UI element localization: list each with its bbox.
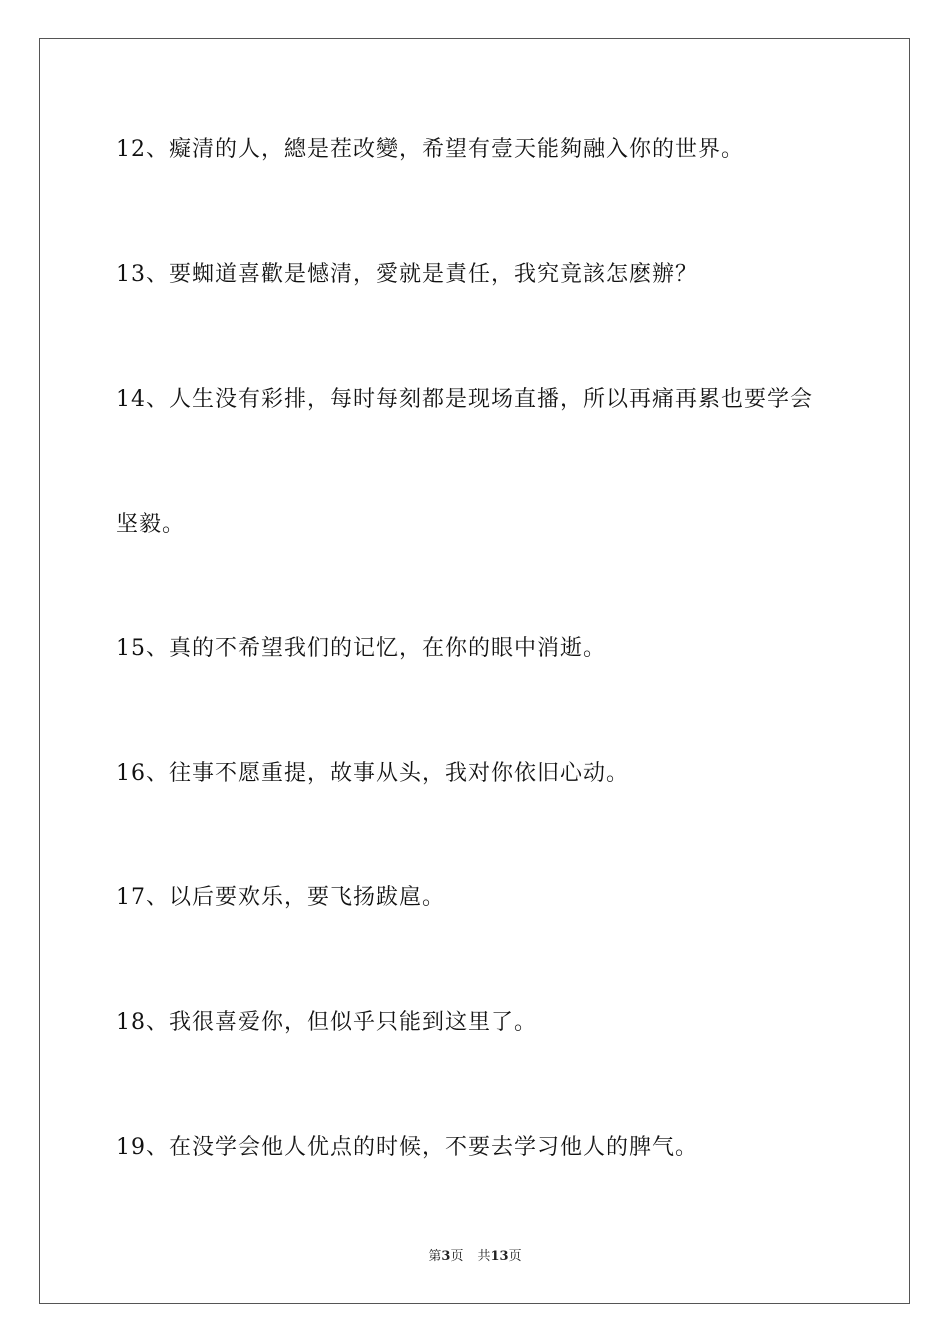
quote-line-13: 13、要蜘道喜歡是憾清，愛就是責任，我究竟該怎麽辦？ [116, 262, 698, 287]
page-suffix: 页 [450, 1249, 464, 1264]
quote-line-14: 14、人生没有彩排，每时每刻都是现场直播，所以再痛再累也要学会 [116, 387, 813, 412]
page-footer [0, 1248, 950, 1266]
page-prefix: 第 [428, 1249, 442, 1264]
quote-line-15: 15、真的不希望我们的记忆，在你的眼中消逝。 [116, 636, 606, 661]
total-suffix: 页 [508, 1249, 522, 1264]
total-pages: 13 [490, 1249, 509, 1264]
total-prefix: 共 [477, 1249, 491, 1264]
quote-line-16: 16、往事不愿重提，故事从头，我对你依旧心动。 [116, 761, 629, 786]
quote-line-19: 19、在没学会他人优点的时候，不要去学习他人的脾气。 [116, 1135, 698, 1160]
quote-line-18: 18、我很喜爱你，但似乎只能到这里了。 [116, 1010, 537, 1035]
page-number: 3 [441, 1249, 451, 1264]
quote-line-12: 12、癡清的人，總是茬改變，希望有壹天能夠融入你的世界。 [116, 137, 744, 162]
quote-line-14-continued: 坚毅。 [116, 512, 186, 537]
page-border [39, 38, 910, 1304]
quote-line-17: 17、以后要欢乐，要飞扬跋扈。 [116, 885, 445, 910]
